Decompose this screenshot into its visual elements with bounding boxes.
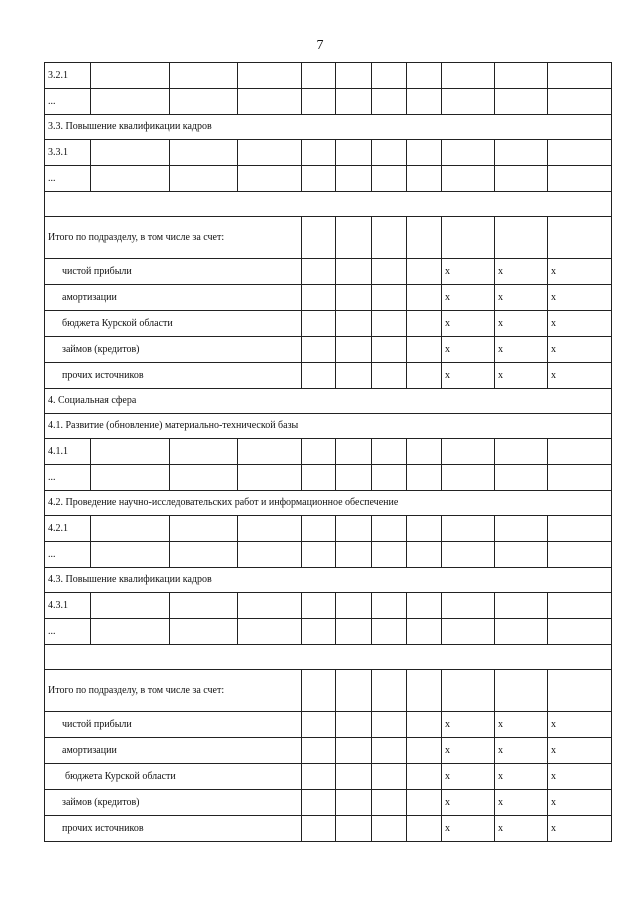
source-label: бюджета Курской области: [45, 311, 302, 337]
table-row: [45, 140, 612, 166]
x-mark: x: [442, 764, 495, 790]
source-row: [45, 764, 612, 790]
source-row: [45, 712, 612, 738]
source-row: [45, 363, 612, 389]
x-mark: x: [548, 311, 612, 337]
source-row: [45, 259, 612, 285]
section-heading: [45, 414, 612, 439]
x-mark: x: [495, 764, 548, 790]
table-row: [45, 465, 612, 491]
source-label: займов (кредитов): [45, 790, 302, 816]
section-title: 4.1. Развитие (обновление) материально-технической базы: [45, 414, 612, 439]
row-code: ...: [45, 619, 91, 645]
x-mark: x: [442, 259, 495, 285]
x-mark: x: [495, 363, 548, 389]
row-code: 3.3.1: [45, 140, 91, 166]
x-mark: x: [495, 738, 548, 764]
x-mark: x: [548, 738, 612, 764]
section-heading: [45, 491, 612, 516]
source-label: чистой прибыли: [45, 712, 302, 738]
x-mark: x: [548, 790, 612, 816]
source-row: [45, 285, 612, 311]
source-row: [45, 311, 612, 337]
source-label: бюджета Курской области: [45, 764, 302, 790]
x-mark: x: [548, 363, 612, 389]
subtotal-row: [45, 217, 612, 259]
table-row: [45, 593, 612, 619]
source-label: прочих источников: [45, 816, 302, 842]
page-number: 7: [316, 38, 324, 53]
table-row: [45, 166, 612, 192]
table-row: [45, 516, 612, 542]
x-mark: x: [495, 816, 548, 842]
x-mark: x: [442, 712, 495, 738]
x-mark: x: [495, 337, 548, 363]
table-row: [45, 542, 612, 568]
x-mark: x: [548, 259, 612, 285]
x-mark: x: [442, 363, 495, 389]
section-title: 4.2. Проведение научно-исследовательских работ и информационное обеспечение: [45, 491, 612, 516]
section-heading: [45, 389, 612, 414]
row-code: 4.1.1: [45, 439, 91, 465]
subtotal-label: Итого по подразделу, в том числе за счет:: [45, 670, 302, 712]
source-label: чистой прибыли: [45, 259, 302, 285]
x-mark: x: [495, 790, 548, 816]
row-code: 3.2.1: [45, 63, 91, 89]
subtotal-label: Итого по подразделу, в том числе за счет:: [45, 217, 302, 259]
section-heading: [45, 568, 612, 593]
row-code: ...: [45, 89, 91, 115]
source-label: прочих источников: [45, 363, 302, 389]
source-label: амортизации: [45, 738, 302, 764]
x-mark: x: [548, 712, 612, 738]
blank-row: [45, 192, 612, 217]
x-mark: x: [442, 790, 495, 816]
x-mark: x: [495, 285, 548, 311]
row-code: 4.2.1: [45, 516, 91, 542]
section-heading: [45, 115, 612, 140]
x-mark: x: [548, 337, 612, 363]
x-mark: x: [548, 764, 612, 790]
x-mark: x: [442, 738, 495, 764]
section-title: 4. Социальная сфера: [45, 389, 612, 414]
table-row: [45, 63, 612, 89]
subtotal-row: [45, 670, 612, 712]
source-row: [45, 790, 612, 816]
x-mark: x: [548, 285, 612, 311]
source-label: амортизации: [45, 285, 302, 311]
funding-table: [44, 62, 612, 842]
source-row: [45, 816, 612, 842]
x-mark: x: [548, 816, 612, 842]
table-row: [45, 439, 612, 465]
source-label: займов (кредитов): [45, 337, 302, 363]
x-mark: x: [442, 816, 495, 842]
x-mark: x: [442, 337, 495, 363]
x-mark: x: [495, 259, 548, 285]
row-code: 4.3.1: [45, 593, 91, 619]
x-mark: x: [442, 311, 495, 337]
source-row: [45, 337, 612, 363]
x-mark: x: [442, 285, 495, 311]
x-mark: x: [495, 712, 548, 738]
section-title: 4.3. Повышение квалификации кадров: [45, 568, 612, 593]
source-row: [45, 738, 612, 764]
table-row: [45, 89, 612, 115]
table-row: [45, 619, 612, 645]
section-title: 3.3. Повышение квалификации кадров: [45, 115, 612, 140]
row-code: ...: [45, 542, 91, 568]
x-mark: x: [495, 311, 548, 337]
row-code: ...: [45, 465, 91, 491]
blank-row: [45, 645, 612, 670]
row-code: ...: [45, 166, 91, 192]
